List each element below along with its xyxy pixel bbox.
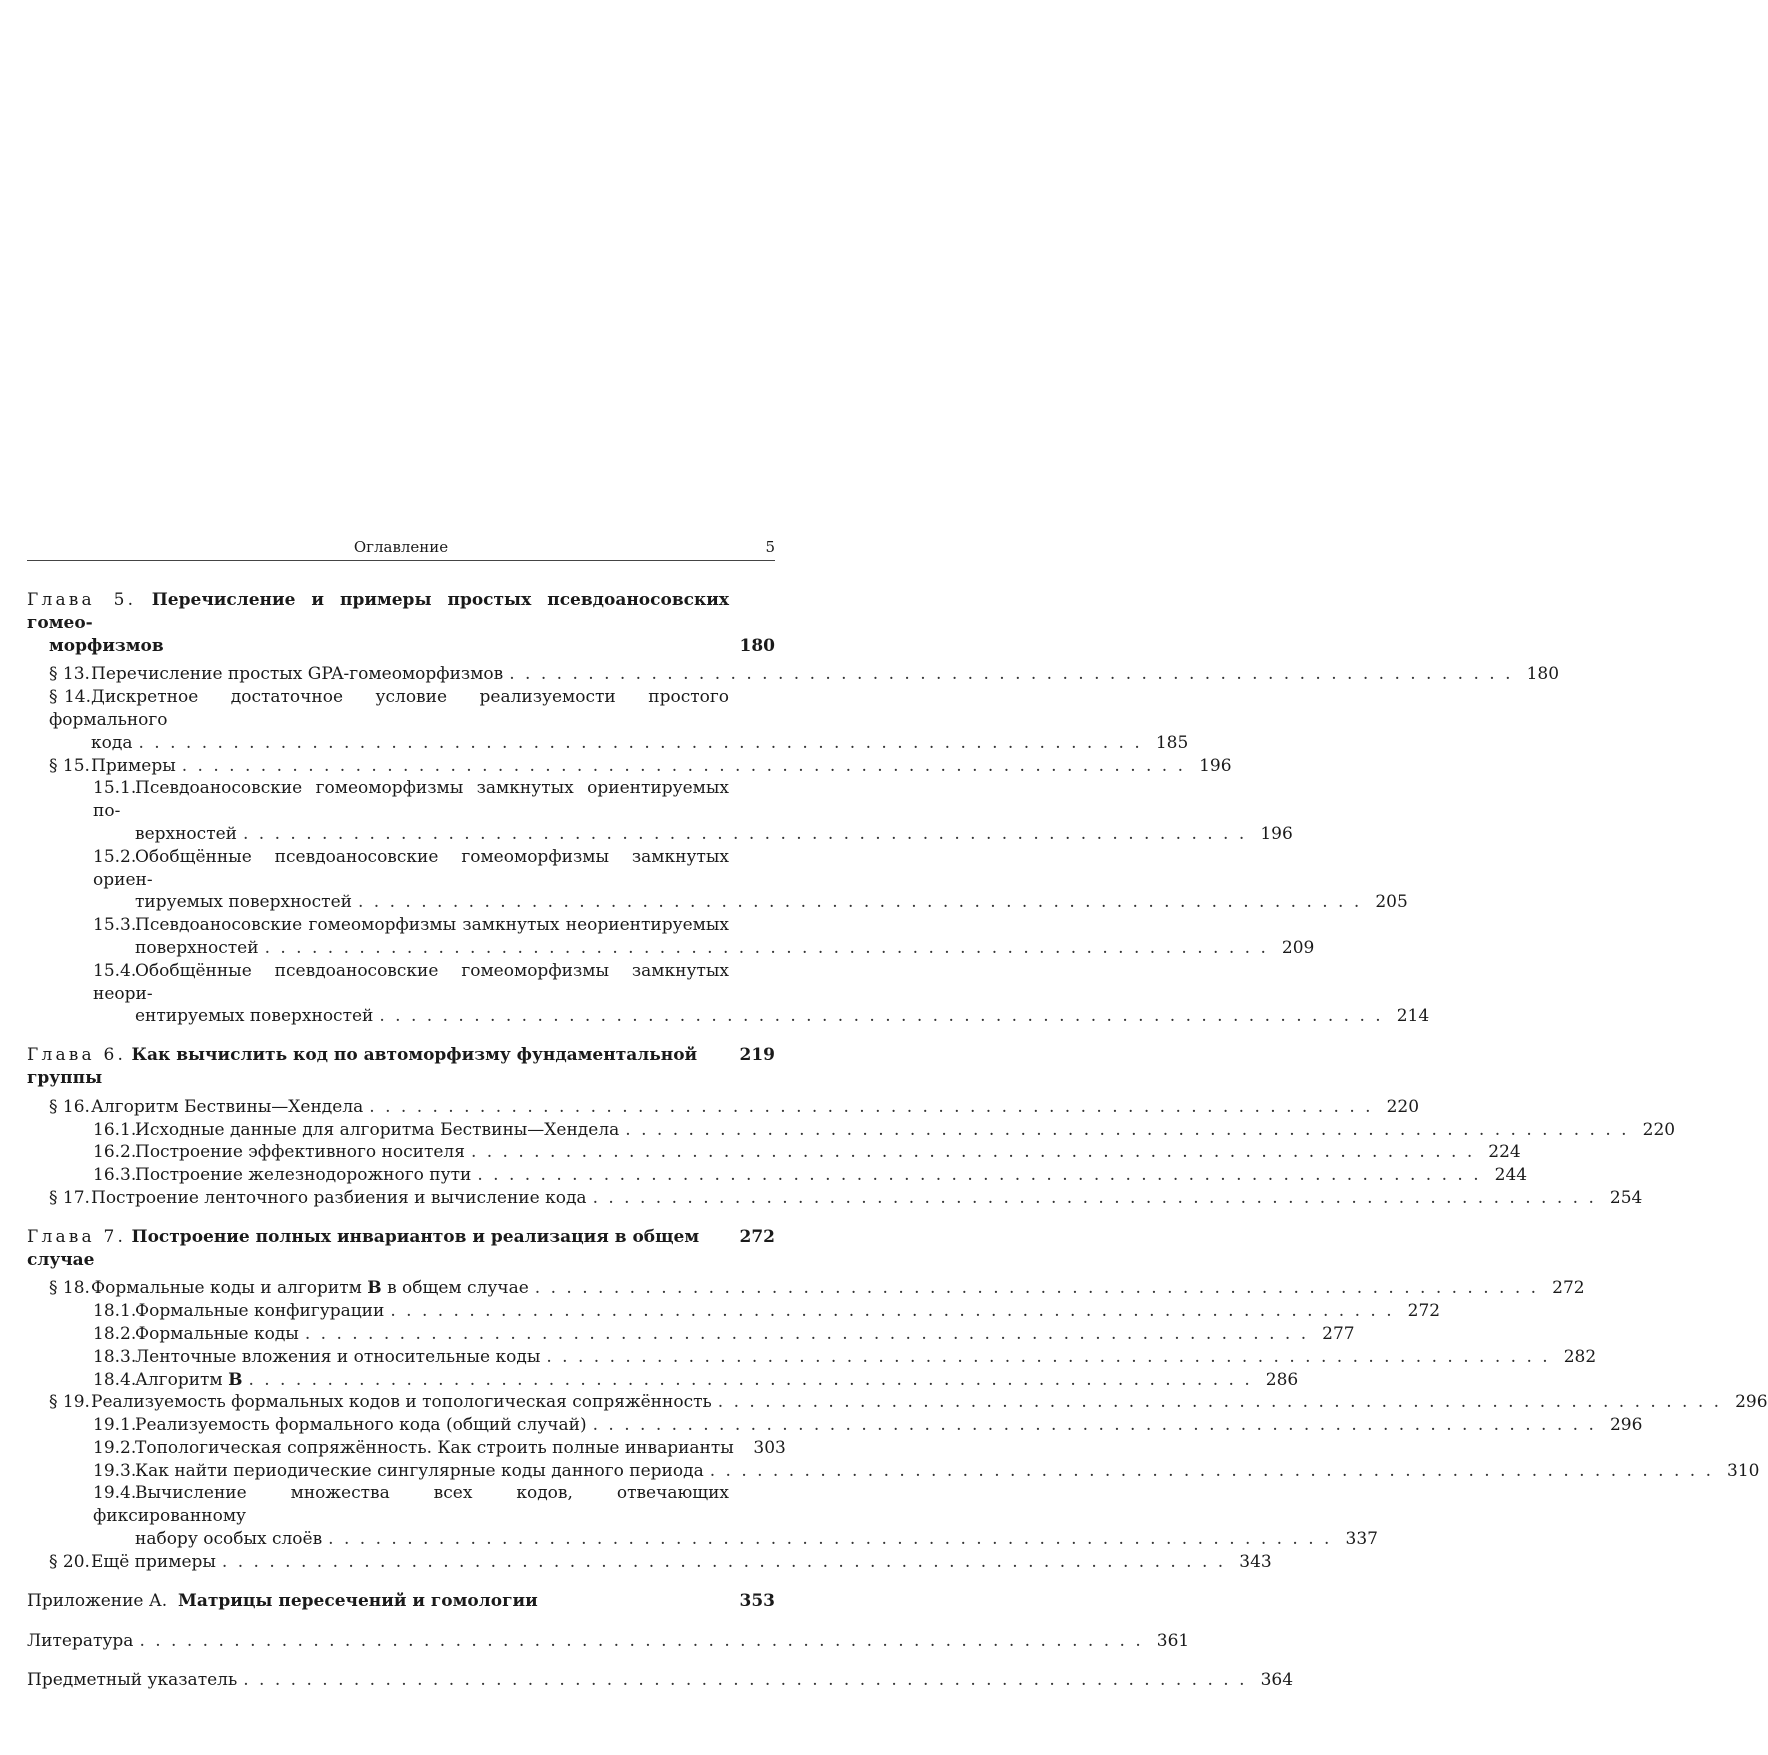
subsection-number: 15.4. — [93, 960, 137, 981]
section-title: Реализуемость формальных кодов и топологическая сопряжённость — [91, 1392, 712, 1413]
chapter-label: Глава 5. — [27, 590, 137, 610]
toc-entry[interactable] — [27, 1437, 786, 1460]
chapter-label: Глава 7. — [27, 1226, 127, 1247]
leader-dots: . . . . . . . . . . . . . . . . . . . . . . . . . . . . . . . . . . . . . . . . . . . . . . . . . . . . . . . . . . . . . . . . — [243, 1670, 1248, 1691]
page-number: 286 — [1265, 1369, 1299, 1390]
header-title: Оглавление — [353, 538, 449, 556]
section-number: § 14. — [49, 687, 91, 708]
subsection-title: Обобщённые псевдоаносовские гомеоморфизмы замкнутых неори- — [93, 960, 729, 1004]
leader-dots: . . . . . . . . . . . . . . . . . . . . . . . . . . . . . . . . . . . . . . . . . . . . . . . . . . . . . . . . . . . . . . . . — [709, 1460, 1714, 1481]
subsection-title-cont: ентируемых поверхностей — [135, 1006, 374, 1027]
subsection-title-cont: поверхностей — [135, 937, 259, 958]
leader-dots: . . . . . . . . . . . . . . . . . . . . . . . . . . . . . . . . . . . . . . . . . . . . . . . . . . . . . . . . . . . . . . . . — [304, 1323, 1309, 1344]
subsection-number: 18.1. — [93, 1301, 137, 1322]
header-page-number: 5 — [765, 538, 775, 556]
section-number: § 16. — [49, 1096, 90, 1117]
page-number: 343 — [1239, 1551, 1272, 1572]
page-number: 337 — [1345, 1529, 1378, 1550]
chapter-page: 272 — [739, 1226, 775, 1247]
chapter-title: Перечисление и примеры простых псевдоаносовских гомео- — [27, 590, 730, 633]
toc-page — [27, 538, 1768, 1692]
algorithm-symbol: B — [228, 1369, 243, 1390]
section-title-rest: в общем случае — [381, 1278, 529, 1299]
toc-entry[interactable] — [27, 755, 1232, 778]
page-number: 303 — [753, 1437, 786, 1458]
section-title: Алгоритм Бествины—Хендела — [91, 1096, 364, 1117]
subsection-title: Ленточные вложения и относительные коды — [135, 1346, 541, 1367]
subsection-number: 15.2. — [93, 846, 137, 867]
page-number: 272 — [1552, 1278, 1585, 1299]
toc-entry[interactable] — [27, 1119, 1676, 1142]
page-number: 214 — [1396, 1006, 1430, 1027]
page-number: 180 — [1526, 664, 1560, 685]
leader-dots: . . . . . . . . . . . . . . . . . . . . . . . . . . . . . . . . . . . . . . . . . . . . . . . . . . . . . . . . . . . . . . . . — [181, 755, 1186, 776]
leader-dots: . . . . . . . . . . . . . . . . . . . . . . . . . . . . . . . . . . . . . . . . . . . . . . . . . . . . . . . . . . . . . . . . — [369, 1096, 1374, 1117]
chapter-title-cont: морфизмов — [49, 635, 164, 656]
subsection-title: Псевдоаносовские гомеоморфизмы замкнутых ориентируемых по- — [93, 778, 729, 822]
leader-dots: . . . . . . . . . . . . . . . . . . . . . . . . . . . . . . . . . . . . . . . . . . . . . . . . . . . . . . . . . . . . . . . . — [264, 937, 1269, 958]
subsection-number: 19.4. — [93, 1483, 137, 1504]
subsection-number: 18.4. — [93, 1369, 137, 1390]
toc-entry[interactable] — [27, 1482, 1378, 1550]
index-title: Предметный указатель — [27, 1670, 238, 1691]
toc-entry[interactable] — [27, 1414, 1643, 1437]
subsection-title: Вычисление множества всех кодов, отвечающих фиксированному — [93, 1483, 729, 1527]
page-number: 196 — [1199, 755, 1232, 776]
section-title: Построение ленточного разбиения и вычисление кода — [91, 1187, 587, 1208]
leader-dots: . . . . . . . . . . . . . . . . . . . . . . . . . . . . . . . . . . . . . . . . . . . . . . . . . . . . . . . . . . . . . . . . — [546, 1346, 1551, 1367]
page-number: 364 — [1260, 1670, 1294, 1691]
chapter-6-heading[interactable] — [27, 1044, 775, 1090]
leader-dots: . . . . . . . . . . . . . . . . . . . . . . . . . . . . . . . . . . . . . . . . . . . . . . . . . . . . . . . . . . . . . . . . — [379, 1006, 1384, 1027]
toc-entry[interactable] — [27, 1141, 1521, 1164]
page-number: 220 — [1386, 1096, 1420, 1117]
subsection-title: Как найти периодические сингулярные коды данного периода — [135, 1460, 704, 1481]
toc-entry[interactable] — [27, 960, 1430, 1028]
section-title: Примеры — [91, 755, 176, 776]
chapter-6 — [27, 1044, 1676, 1210]
section-title: Перечисление простых GPA-гомеоморфизмов — [91, 664, 504, 685]
page-number: 277 — [1322, 1323, 1355, 1344]
leader-dots: . . . . . . . . . . . . . . . . . . . . . . . . . . . . . . . . . . . . . . . . . . . . . . . . . . . . . . . . . . . . . . . . — [139, 1631, 1144, 1652]
chapter-5-heading[interactable] — [27, 589, 775, 657]
subsection-title: Формальные коды — [135, 1323, 299, 1344]
toc-entry[interactable] — [27, 1551, 1272, 1574]
page-number: 282 — [1563, 1346, 1597, 1367]
section-title: Формальные коды и алгоритм — [91, 1278, 368, 1299]
subsection-title: Реализуемость формального кода (общий случай) — [135, 1415, 587, 1436]
page-number: 272 — [1407, 1301, 1441, 1322]
toc-entry[interactable] — [27, 1187, 1643, 1210]
subsection-title-cont: набору особых слоёв — [135, 1529, 323, 1550]
toc-entry[interactable] — [27, 686, 1189, 754]
toc-entry[interactable] — [27, 777, 1293, 845]
section-number: § 13. — [49, 664, 90, 685]
toc-entry[interactable] — [27, 1346, 1597, 1369]
page-number: 205 — [1375, 892, 1408, 913]
leader-dots: . . . . . . . . . . . . . . . . . . . . . . . . . . . . . . . . . . . . . . . . . . . . . . . . . . . . . . . . . . . . . . . . — [138, 732, 1143, 753]
subsection-title-cont: верхностей — [135, 823, 237, 844]
toc-entry[interactable] — [27, 1391, 1768, 1414]
section-title: Ещё примеры — [91, 1551, 216, 1572]
appendix-page: 353 — [739, 1590, 775, 1611]
subsection-number: 19.3. — [93, 1460, 137, 1481]
toc-entry[interactable] — [27, 1369, 1299, 1392]
section-title: Дискретное достаточное условие реализуемости простого формального — [49, 687, 729, 730]
page-number: 244 — [1494, 1165, 1528, 1186]
leader-dots: . . . . . . . . . . . . . . . . . . . . . . . . . . . . . . . . . . . . . . . . . . . . . . . . . . . . . . . . . . . . . . . . — [221, 1551, 1226, 1572]
leader-dots: . . . . . . . . . . . . . . . . . . . . . . . . . . . . . . . . . . . . . . . . . . . . . . . . . . . . . . . . . . . . . . . . — [242, 823, 1247, 844]
subsection-number: 16.1. — [93, 1119, 137, 1140]
page-number: 196 — [1260, 823, 1293, 844]
chapter-label: Глава 6. — [27, 1045, 127, 1066]
toc-entry[interactable] — [27, 663, 1560, 686]
leader-dots: . . . . . . . . . . . . . . . . . . . . . . . . . . . . . . . . . . . . . . . . . . . . . . . . . . . . . . . . . . . . . . . . — [534, 1278, 1539, 1299]
subsection-title: Построение железнодорожного пути — [135, 1165, 472, 1186]
leader-dots: . . . . . . . . . . . . . . . . . . . . . . . . . . . . . . . . . . . . . . . . . . . . . . . . . . . . . . . . . . . . . . . . — [509, 664, 1514, 685]
index-entry[interactable] — [27, 1669, 1294, 1692]
page-number: 209 — [1281, 937, 1315, 958]
subsection-title: Исходные данные для алгоритма Бествины—Хендела — [135, 1119, 620, 1140]
section-number: § 17. — [49, 1187, 90, 1208]
subsection-number: 15.1. — [93, 778, 137, 799]
toc-entry[interactable] — [27, 1460, 1760, 1483]
leader-dots: . . . . . . . . . . . . . . . . . . . . . . . . . . . . . . . . . . . . . . . . . . . . . . . . . . . . . . . . . . . . . . . . — [328, 1529, 1332, 1550]
running-header — [27, 538, 775, 561]
subsection-title: Построение эффективного носителя — [135, 1142, 465, 1163]
chapter-page: 219 — [739, 1045, 775, 1066]
subsection-number: 19.1. — [93, 1415, 137, 1436]
page-number: 220 — [1642, 1119, 1676, 1140]
table-of-contents — [27, 589, 1768, 1692]
page-number: 254 — [1609, 1187, 1643, 1208]
page-number: 185 — [1155, 732, 1189, 753]
toc-entry[interactable] — [27, 1300, 1441, 1323]
section-number: § 20. — [49, 1551, 90, 1572]
toc-entry[interactable] — [27, 1323, 1355, 1346]
leader-dots: . . . . . . . . . . . . . . . . . . . . . . . . . . . . . . . . . . . . . . . . . . . . . . . . . . . . . . . . . . . . . . . . — [592, 1415, 1597, 1436]
leader-dots: . . . . . . . . . . . . . . . . . . . . . . . . . . . . . . . . . . . . . . . . . . . . . . . . . . . . . . . . . . . . . . . . — [390, 1301, 1395, 1322]
chapter-7 — [27, 1226, 1768, 1574]
subsection-title: Обобщённые псевдоаносовские гомеоморфизмы замкнутых ориен- — [93, 846, 729, 890]
page-number: 296 — [1609, 1415, 1643, 1436]
algorithm-symbol: B — [367, 1278, 382, 1299]
leader-dots: . . . . . . . . . . . . . . . . . . . . . . . . . . . . . . . . . . . . . . . . . . . . . . . . . . . . . . . . . . . . . . . . — [477, 1165, 1482, 1186]
chapter-page: 180 — [739, 635, 775, 656]
subsection-number: 15.3. — [93, 915, 137, 936]
toc-entry[interactable] — [27, 1096, 1420, 1119]
subsection-title-cont: тируемых поверхностей — [135, 892, 352, 913]
leader-dots: . . . . . . . . . . . . . . . . . . . . . . . . . . . . . . . . . . . . . . . . . . . . . . . . . . . . . . . . . . . . . . . . — [357, 892, 1362, 913]
subsection-number: 19.2. — [93, 1437, 137, 1458]
toc-entry[interactable] — [27, 914, 1315, 960]
chapter-title: Как вычислить код по автоморфизму фундаментальной группы — [27, 1045, 698, 1088]
leader-dots: . . . . . . . . . . . . . . . . . . . . . . . . . . . . . . . . . . . . . . . . . . . . . . . . . . . . . . . . . . . . . . . . — [717, 1392, 1722, 1413]
appendix-a[interactable] — [27, 1590, 775, 1613]
appendix-title: Матрицы пересечений и гомологии — [178, 1590, 538, 1611]
subsection-number: 18.3. — [93, 1346, 137, 1367]
leader-dots: . . . . . . . . . . . . . . . . . . . . . . . . . . . . . . . . . . . . . . . . . . . . . . . . . . . . . . . . . . . . . . . . — [592, 1187, 1597, 1208]
subsection-title: Формальные конфигурации — [135, 1301, 385, 1322]
subsection-title: Алгоритм — [135, 1369, 229, 1390]
leader-dots: . . . . . . . . . . . . . . . . . . . . . . . . . . . . . . . . . . . . . . . . . . . . . . . . . . . . . . . . . . . . . . . . — [470, 1142, 1475, 1163]
toc-entry[interactable] — [27, 1277, 1585, 1300]
section-number: § 18. — [49, 1278, 90, 1299]
section-number: § 15. — [49, 755, 90, 776]
literature-title: Литература — [27, 1631, 134, 1652]
subsection-number: 16.3. — [93, 1165, 137, 1186]
leader-dots: . . . . . . . . . . . . . . . . . . . . . . . . . . . . . . . . . . . . . . . . . . . . . . . . . . . . . . . . . . . . . . . . — [625, 1119, 1630, 1140]
chapter-title: Построение полных инвариантов и реализация в общем случае — [27, 1226, 700, 1270]
subsection-number: 16.2. — [93, 1142, 137, 1163]
chapter-7-heading[interactable] — [27, 1226, 775, 1272]
page-number: 361 — [1156, 1631, 1190, 1652]
chapter-5 — [27, 589, 1560, 1028]
toc-entry[interactable] — [27, 1164, 1528, 1187]
subsection-number: 18.2. — [93, 1323, 137, 1344]
subsection-title: Топологическая сопряжённость. Как строить полные инварианты — [135, 1437, 734, 1458]
page-number: 224 — [1488, 1142, 1521, 1163]
leader-dots: . . . . . . . . . . . . . . . . . . . . . . . . . . . . . . . . . . . . . . . . . . . . . . . . . . . . . . . . . . . . . . . . — [248, 1369, 1253, 1390]
section-title-cont: кода — [91, 732, 133, 753]
section-number: § 19. — [49, 1392, 90, 1413]
appendix-label: Приложение А. — [27, 1590, 168, 1611]
literature-entry[interactable] — [27, 1630, 1190, 1653]
subsection-title: Псевдоаносовские гомеоморфизмы замкнутых неориентируемых — [135, 915, 729, 936]
toc-entry[interactable] — [27, 846, 1408, 914]
page-number: 310 — [1727, 1460, 1760, 1481]
page-number: 296 — [1735, 1392, 1768, 1413]
